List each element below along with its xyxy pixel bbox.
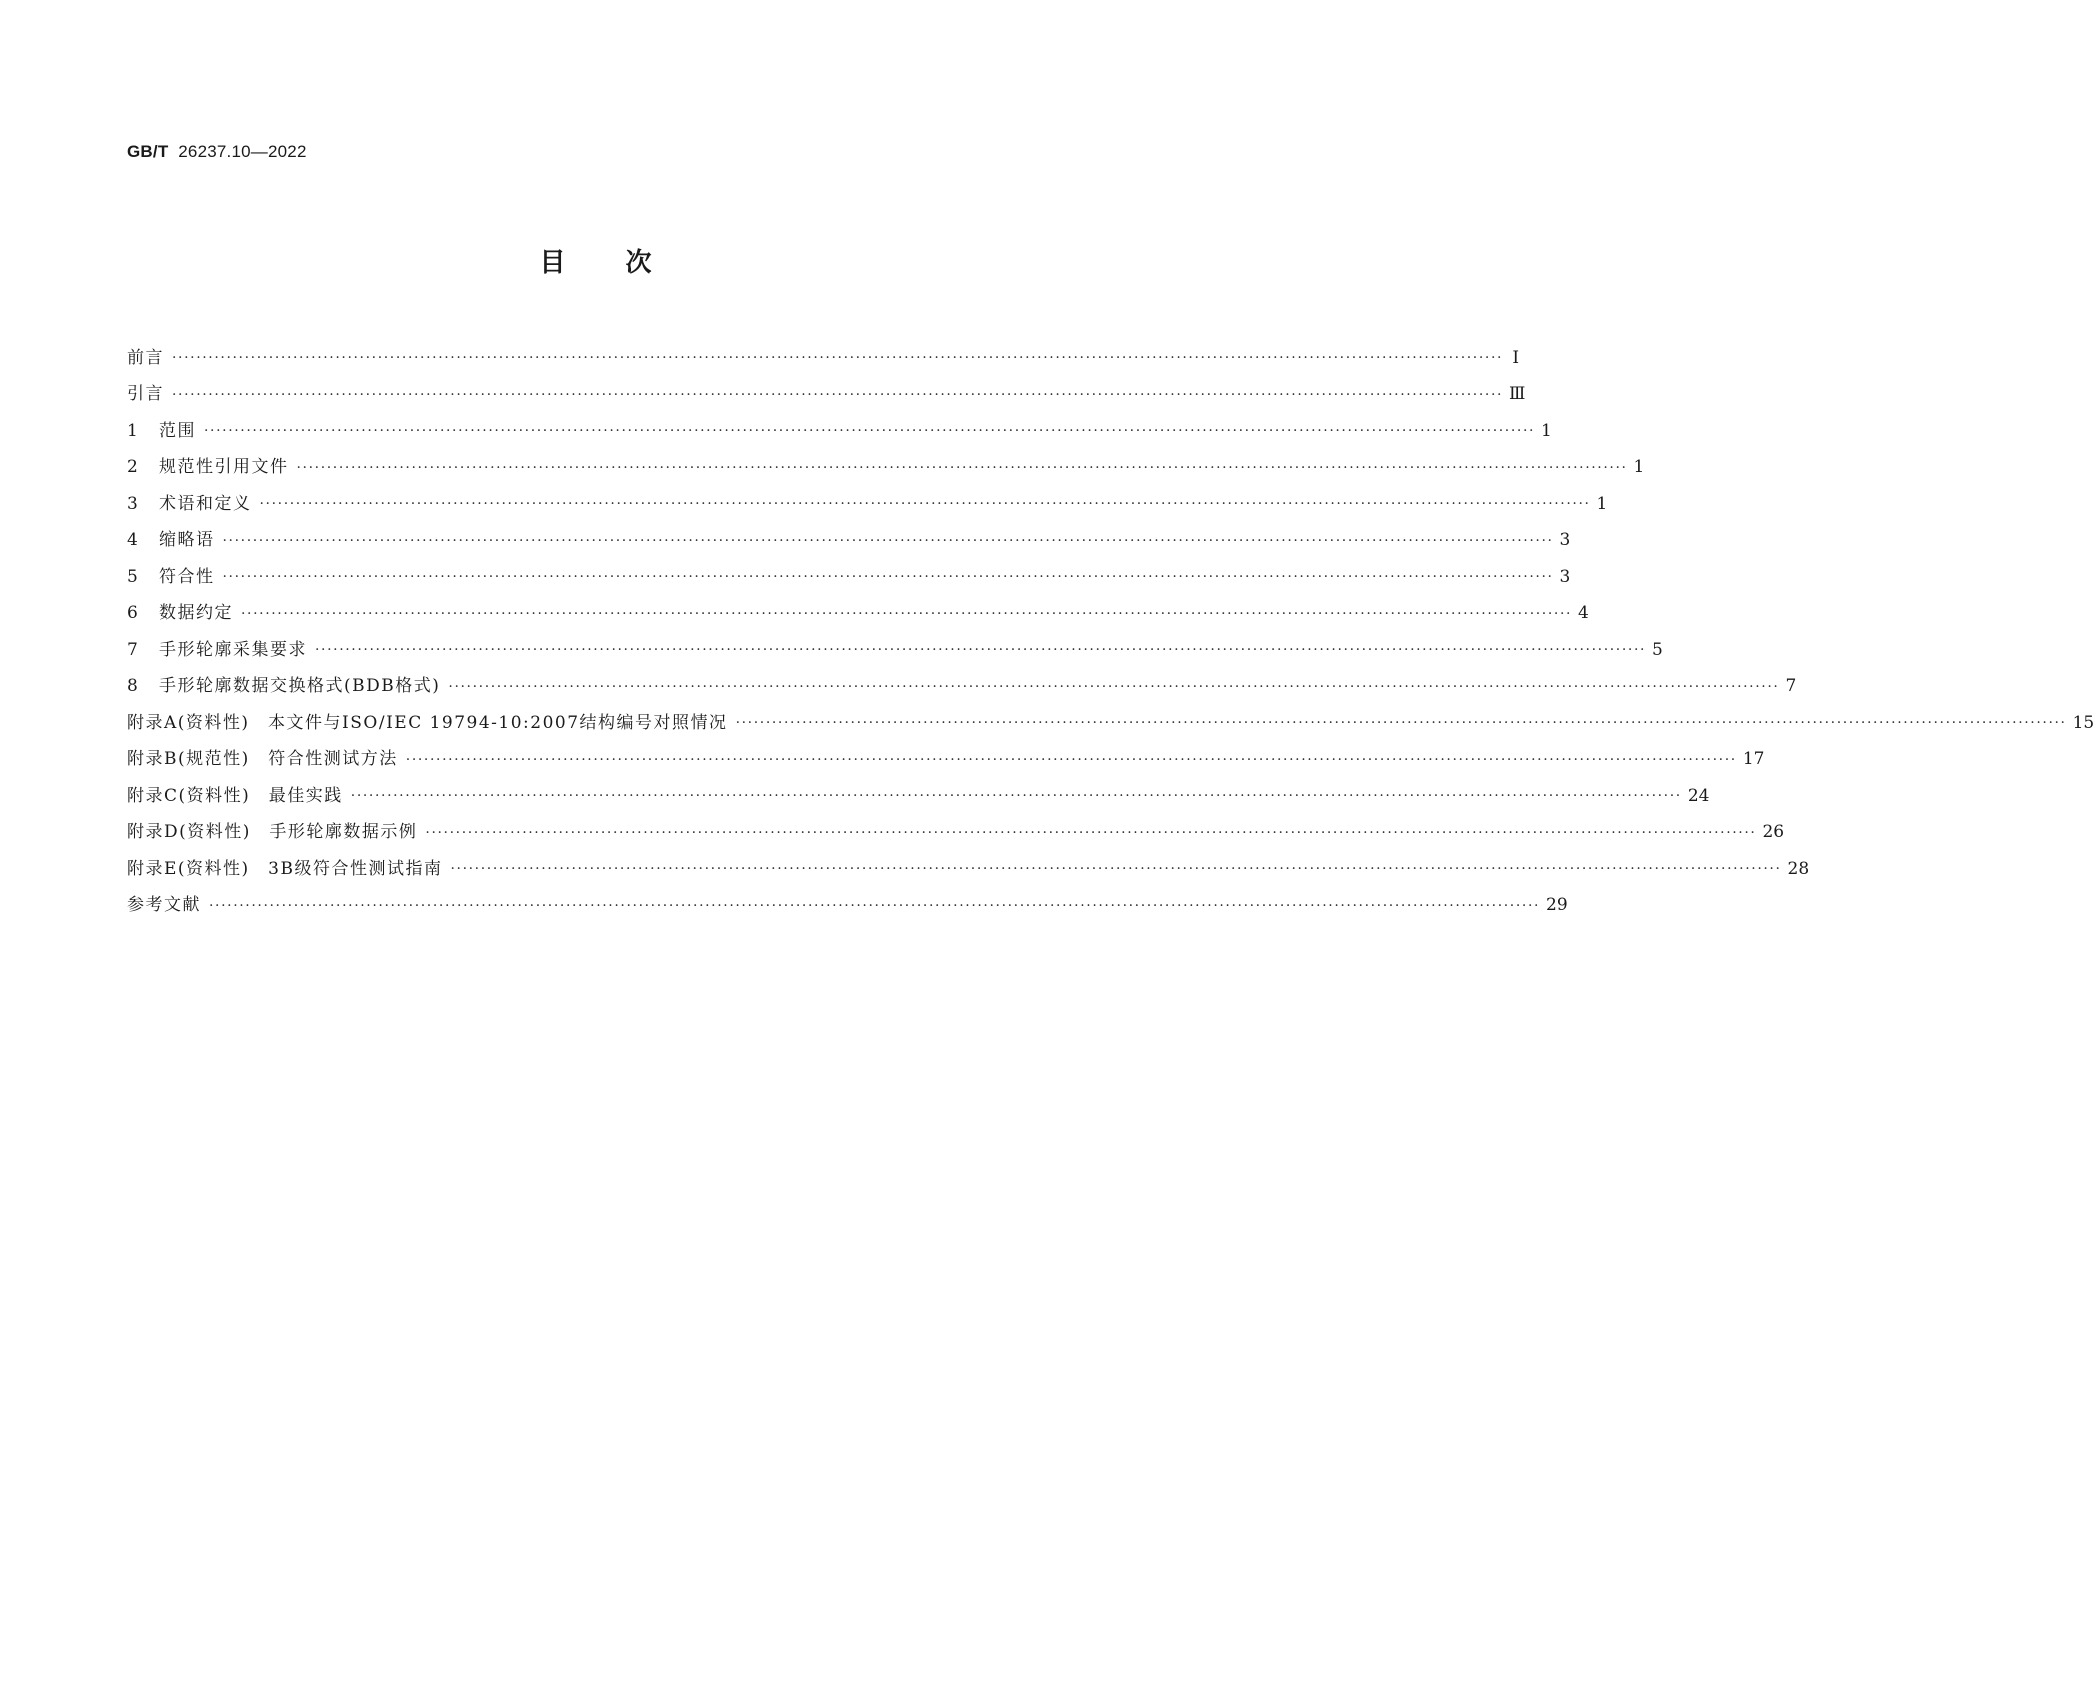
- standard-code-prefix: GB/T: [127, 142, 169, 161]
- toc-entry-page: 17: [1742, 749, 1765, 770]
- toc-entry-page: 1: [1541, 420, 1552, 441]
- toc-entry-section-8[interactable]: [127, 669, 1797, 706]
- toc-dot-leader: ····························································································································································································································: [209, 897, 1541, 914]
- toc-dot-leader: ····························································································································································································································: [172, 350, 1504, 367]
- toc-entry-page: 5: [1652, 639, 1663, 660]
- toc-dot-leader: ····························································································································································································································: [296, 459, 1628, 476]
- standard-code: [127, 142, 307, 162]
- toc-entry-annex-b[interactable]: [127, 742, 1765, 779]
- toc-dot-leader: ····························································································································································································································: [222, 569, 1554, 586]
- toc-entry-annex-d[interactable]: [127, 815, 1785, 852]
- toc-entry-page: 4: [1578, 603, 1589, 624]
- toc-entry-title: 附录B(规范性) 符合性测试方法: [127, 749, 398, 770]
- toc-entry-title: 附录E(资料性) 3B级符合性测试指南: [127, 858, 443, 879]
- toc-entry-title: 附录A(资料性) 本文件与ISO/IEC 19794-10:2007结构编号对照情况: [127, 712, 728, 733]
- toc-entry-annex-c[interactable]: [127, 778, 1710, 815]
- toc-entry-page: Ⅲ: [1509, 384, 1526, 405]
- toc-dot-leader: ····························································································································································································································: [448, 678, 1780, 695]
- toc-entry-foreword[interactable]: [127, 340, 1520, 377]
- toc-entry-title: 附录C(资料性) 最佳实践: [127, 785, 343, 806]
- toc-dot-leader: ····························································································································································································································: [315, 642, 1647, 659]
- toc-entry-number: 3: [127, 493, 138, 514]
- toc-entry-title: 符合性: [159, 566, 215, 587]
- toc-entry-introduction[interactable]: [127, 377, 1526, 414]
- toc-entry-page: 24: [1687, 785, 1710, 806]
- page-title: 目次: [539, 248, 712, 278]
- toc-entry-page: 1: [1596, 493, 1608, 514]
- toc-entry-page: 7: [1785, 676, 1797, 697]
- toc-entry-page: 29: [1546, 895, 1568, 916]
- toc-entry-number: 2: [127, 457, 138, 478]
- toc-entry-title: 前言: [127, 347, 164, 368]
- toc-entry-annex-a[interactable]: [127, 705, 2094, 742]
- toc-entry-title: 引言: [127, 384, 164, 405]
- toc-entry-page: 28: [1787, 858, 1810, 879]
- toc-entry-page: 26: [1762, 822, 1785, 843]
- toc-dot-leader: ····························································································································································································································: [241, 605, 1573, 622]
- toc-entry-page: 3: [1559, 530, 1571, 551]
- toc-dot-leader: ····························································································································································································································: [350, 788, 1682, 805]
- standard-code-number: 26237.10—2022: [178, 142, 307, 161]
- toc-dot-leader: ····························································································································································································································: [735, 715, 2067, 732]
- toc-dot-leader: ····························································································································································································································: [405, 751, 1737, 768]
- toc-entry-title: 手形轮廓采集要求: [159, 639, 307, 660]
- toc-dot-leader: ····························································································································································································································: [259, 496, 1591, 513]
- toc-entry-bibliography[interactable]: [127, 888, 1568, 925]
- toc-entry-number: 1: [127, 420, 138, 441]
- toc-entry-title: 参考文献: [127, 895, 201, 916]
- toc-dot-leader: ····························································································································································································································: [222, 532, 1554, 549]
- toc-entry-section-7[interactable]: [127, 632, 1663, 669]
- toc-entry-number: 8: [127, 676, 138, 697]
- toc-entry-number: 7: [127, 639, 138, 660]
- toc-entry-number: 4: [127, 530, 138, 551]
- toc-entry-number: 6: [127, 603, 138, 624]
- toc-dot-leader: ····························································································································································································································: [204, 423, 1536, 440]
- toc-entry-title: 数据约定: [159, 603, 233, 624]
- toc-entry-page: Ⅰ: [1512, 347, 1520, 368]
- toc-entry-section-5[interactable]: [127, 559, 1571, 596]
- toc-entry-title: 附录D(资料性) 手形轮廓数据示例: [127, 822, 418, 843]
- toc-entry-title: 缩略语: [159, 530, 215, 551]
- toc-entry-title: 规范性引用文件: [159, 457, 289, 478]
- toc-entry-number: 5: [127, 566, 138, 587]
- toc-entry-section-2[interactable]: [127, 450, 1645, 487]
- toc-dot-leader: ····························································································································································································································: [172, 386, 1504, 403]
- toc-entry-page: 3: [1559, 566, 1571, 587]
- toc-entry-section-6[interactable]: [127, 596, 1589, 633]
- toc-entry-section-3[interactable]: [127, 486, 1608, 523]
- toc-entry-annex-e[interactable]: [127, 851, 1810, 888]
- toc-entry-section-1[interactable]: [127, 413, 1552, 450]
- toc-entry-page: 15: [2072, 712, 2094, 733]
- toc-entry-title: 术语和定义: [159, 493, 252, 514]
- table-of-contents: [127, 340, 2094, 924]
- toc-dot-leader: ····························································································································································································································: [425, 824, 1757, 841]
- toc-entry-page: 1: [1633, 457, 1645, 478]
- toc-entry-title: 手形轮廓数据交换格式(BDB格式): [159, 676, 441, 697]
- toc-entry-section-4[interactable]: [127, 523, 1571, 560]
- toc-dot-leader: ····························································································································································································································: [450, 861, 1782, 878]
- toc-entry-title: 范围: [159, 420, 196, 441]
